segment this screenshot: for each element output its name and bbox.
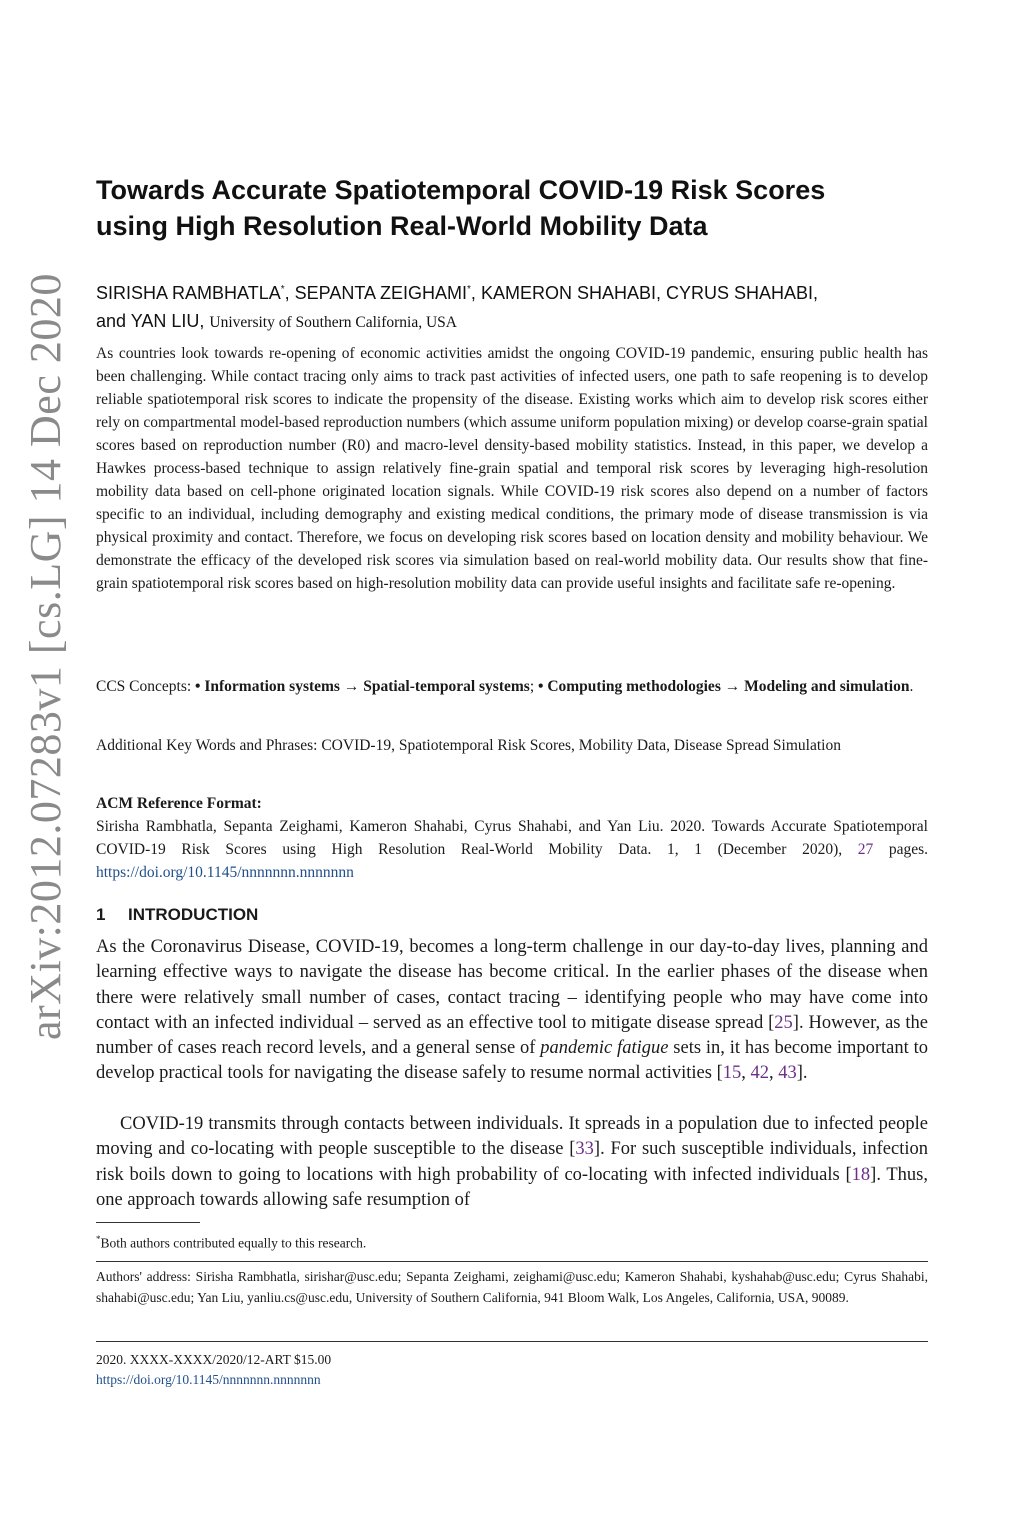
text-run: , bbox=[768, 1063, 779, 1084]
text-run: ]. However, as the number of cases reach record levels, and a general sense of bbox=[96, 1012, 928, 1059]
citation-link[interactable]: 25 bbox=[774, 1012, 793, 1033]
ccs-separator: ; bbox=[529, 678, 539, 695]
text-run: ]. Thus, one approach towards allowing safe resumption of bbox=[96, 1164, 929, 1210]
author-zeighami: SEPANTA ZEIGHAMI bbox=[294, 283, 468, 303]
text-run: sets in, it has become important to develop practical tools for navigating the disease safely to resume normal activities [ bbox=[96, 1038, 928, 1084]
citation-link[interactable]: 42 bbox=[750, 1063, 769, 1084]
divider bbox=[96, 1261, 928, 1262]
ccs-label: CCS Concepts: bbox=[96, 678, 196, 695]
footnote bbox=[96, 1229, 928, 1254]
title-line-1: Towards Accurate Spatiotemporal COVID-19 Risk Scores bbox=[96, 175, 826, 205]
text-run: As the Coronavirus Disease, COVID-19, becomes a long-term challenge in our day-to-day lives, planning and learning effective ways to navigate the disease has become critical. In the earlier phases of the disease when there were relatively small number of cases, contact tracing – identifying people who may have come into contact with an infected individual – served as an effective tool to mitigate disease spread [ bbox=[96, 937, 928, 1033]
footnote-divider bbox=[96, 1222, 200, 1223]
doi-link[interactable]: https://doi.org/10.1145/nnnnnnn.nnnnnnn bbox=[96, 864, 354, 881]
acm-reference-format bbox=[96, 792, 928, 884]
ccs-concepts bbox=[96, 675, 928, 698]
equal-contribution-mark: * bbox=[467, 284, 471, 295]
text-run: ]. For such susceptible individuals, infection risk boils down to going to locations with high probability of co-locating with infected individuals [ bbox=[96, 1139, 928, 1185]
publication-line: 2020. XXXX-XXXX/2020/12-ART $15.00 bbox=[96, 1352, 332, 1367]
publication-info bbox=[96, 1350, 928, 1390]
author-liu: and YAN LIU, bbox=[96, 311, 205, 331]
authors-line-1: SIRISHA RAMBHATLA*, SEPANTA ZEIGHAMI*, KAMERON SHAHABI, CYRUS SHAHABI, bbox=[96, 283, 819, 303]
abstract: As countries look towards re-opening of economic activities amidst the ongoing COVID-19 pandemic, ensuring public health has been challenging. While contact tracing only aims to track past activities of infected users, one path to safe reopening is to develop reliable spatiotemporal risk scores to indicate the propensity of the disease. Existing works which aim to develop risk scores either rely on compartmental model-based reproduction numbers (which assume uniform population mixing) or develop coarse-grain spatial scores based on reproduction number (R0) and macro-level density-based mobility statistics. Instead, in this paper, we develop a Hawkes process-based technique to assign relatively fine-grain spatial and temporal risk scores by leveraging high-resolution mobility data based on cell-phone originated location signals. While COVID-19 risk scores also depend on a number of factors specific to an individual, including demography and existing medical conditions, the primary mode of disease transmission is via physical proximity and contact. Therefore, we focus on developing risk scores based on location density and mobility behaviour. We demonstrate the efficacy of the developed risk scores via simulation based on real-world mobility data. Our results show that fine-grain spatiotemporal risk scores based on high-resolution mobility data can provide useful insights and facilitate safe re-opening. bbox=[96, 345, 928, 592]
intro-paragraph-1 bbox=[96, 935, 928, 1087]
intro-paragraph-2 bbox=[96, 1112, 928, 1213]
citation-link[interactable]: 33 bbox=[575, 1139, 594, 1160]
authors-line-2 bbox=[96, 307, 928, 337]
pages-suffix: pages. bbox=[873, 841, 928, 858]
acm-reference-label: ACM Reference Format: bbox=[96, 795, 262, 812]
divider bbox=[96, 1341, 928, 1342]
author-rambhatla: SIRISHA RAMBHATLA bbox=[96, 283, 281, 303]
text-run: , bbox=[741, 1063, 751, 1084]
citation-link[interactable]: 15 bbox=[722, 1063, 742, 1084]
affiliation: University of Southern California, USA bbox=[209, 314, 457, 331]
section-title: INTRODUCTION bbox=[128, 905, 259, 924]
arxiv-identifier-stamp: arXiv:2012.07283v1 [cs.LG] 14 Dec 2020 bbox=[21, 273, 70, 1040]
emphasis: pandemic fatigue bbox=[540, 1038, 669, 1059]
ccs-concept-2: • Computing methodologies → Modeling and simulation bbox=[538, 678, 910, 695]
acm-reference-text: Sirisha Rambhatla, Sepanta Zeighami, Kameron Shahabi, Cyrus Shahabi, and Yan Liu. 2020. Towards Accurate Spatiotemporal COVID-19 Risk Scores using High Resolution Real-World Mobility Data. 1, 1 (December 2020), bbox=[96, 818, 928, 858]
footnote-mark: * bbox=[96, 1234, 101, 1244]
equal-contribution-mark: * bbox=[280, 284, 285, 295]
ccs-end: . bbox=[909, 678, 914, 695]
text-run: ]. bbox=[796, 1063, 808, 1084]
keywords: Additional Key Words and Phrases: COVID-19, Spatiotemporal Risk Scores, Mobility Data, Disease Spread Simulation bbox=[96, 737, 841, 754]
authors-address: Authors' address: Sirisha Rambhatla, sirishar@usc.edu; Sepanta Zeighami, zeighami@usc.edu; Kameron Shahabi, kyshahab@usc.edu; Cyrus Shahabi, shahabi@usc.edu; Yan Liu, yanliu.cs@usc.edu, University of Southern California, 941 Bloom Walk, Los Angeles, California, USA, 90089. bbox=[96, 1269, 928, 1305]
doi-link-footer[interactable]: https://doi.org/10.1145/nnnnnnn.nnnnnnn bbox=[96, 1372, 321, 1387]
author-list bbox=[96, 276, 928, 337]
citation-link[interactable]: 18 bbox=[851, 1164, 871, 1185]
citation-link[interactable]: 43 bbox=[778, 1063, 797, 1084]
section-heading-introduction bbox=[96, 905, 928, 925]
text-run: COVID-19 transmits through contacts between individuals. It spreads in a population due to infected people moving and co-locating with people susceptible to the disease [ bbox=[96, 1114, 928, 1160]
page-count-link[interactable]: 27 bbox=[857, 841, 874, 858]
section-number: 1 bbox=[96, 905, 106, 924]
author-shahabi: KAMERON SHAHABI, CYRUS SHAHABI, bbox=[480, 283, 819, 303]
paper-title bbox=[96, 172, 928, 244]
ccs-concept-1: • Information systems → Spatial-temporal systems bbox=[195, 678, 530, 695]
footnote-text: Both authors contributed equally to this research. bbox=[100, 1235, 367, 1251]
title-line-2: using High Resolution Real-World Mobility Data bbox=[96, 211, 708, 241]
